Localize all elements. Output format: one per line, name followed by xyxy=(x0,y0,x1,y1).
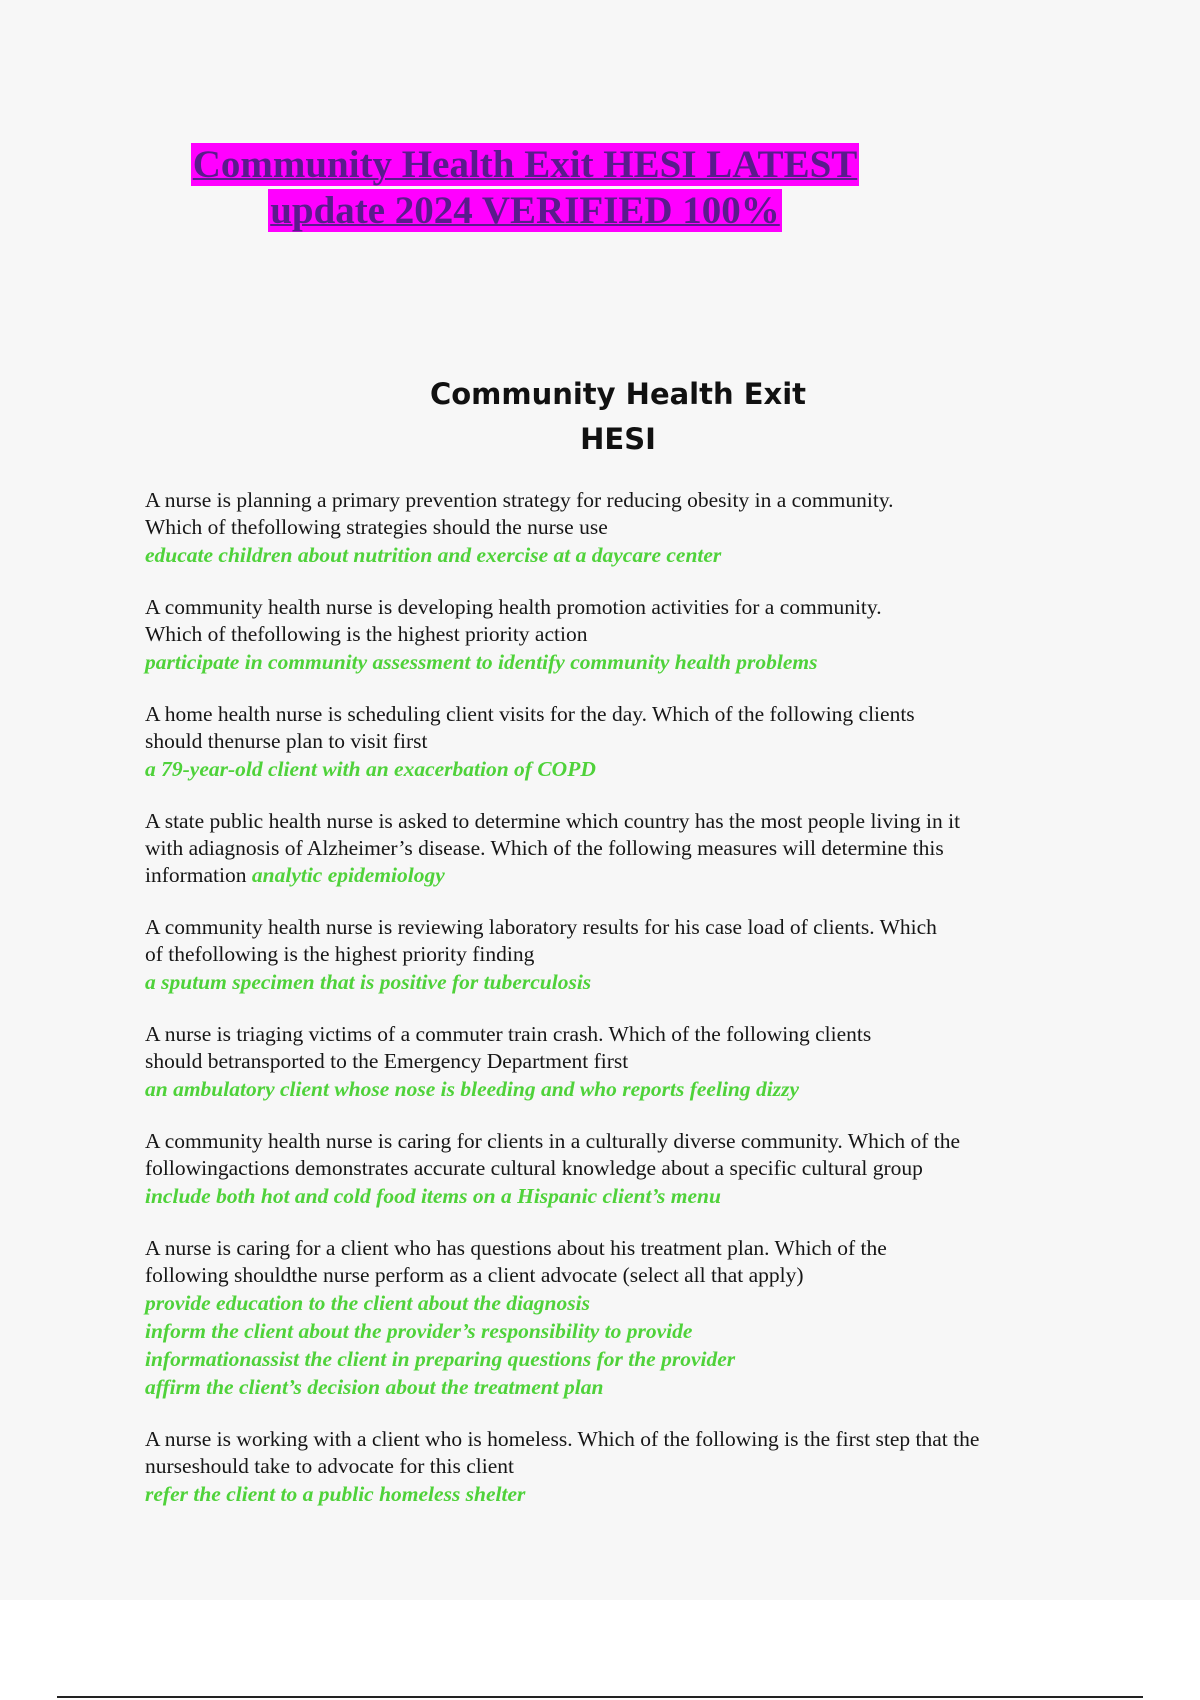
question-item-6 xyxy=(145,1021,1105,1103)
answer-text: provide education to the client about the diagnosis xyxy=(145,1291,590,1315)
document-title xyxy=(0,372,1200,462)
answer-text: participate in community assessment to identify community health problems xyxy=(145,650,818,674)
question-text: A home health nurse is scheduling client visits for the day. Which of the following clients xyxy=(145,702,915,726)
answer-text: analytic epidemiology xyxy=(251,863,445,887)
question-item-8 xyxy=(145,1235,1105,1401)
title-line-2: HESI xyxy=(580,422,656,456)
question-text: information xyxy=(145,863,247,887)
banner-line-2: update 2024 VERIFIED 100% xyxy=(270,189,780,232)
question-item-5 xyxy=(145,914,1105,996)
question-text: A nurse is caring for a client who has questions about his treatment plan. Which of the xyxy=(145,1236,887,1260)
answer-text: inform the client about the provider’s responsibility to provide xyxy=(145,1319,693,1343)
answer-text: refer the client to a public homeless shelter xyxy=(145,1482,526,1506)
question-item-7 xyxy=(145,1128,1105,1210)
answer-text: include both hot and cold food items on a Hispanic client’s menu xyxy=(145,1184,721,1208)
question-text: A community health nurse is developing health promotion activities for a community. xyxy=(145,595,882,619)
question-text: nurseshould take to advocate for this client xyxy=(145,1454,514,1478)
question-item-1 xyxy=(145,487,1105,569)
document-banner xyxy=(0,142,1050,234)
answer-text: affirm the client’s decision about the treatment plan xyxy=(145,1375,604,1399)
question-item-4 xyxy=(145,808,1105,889)
question-text: Which of thefollowing strategies should the nurse use xyxy=(145,515,608,539)
title-line-1: Community Health Exit xyxy=(429,377,807,411)
question-text: should betransported to the Emergency Department first xyxy=(145,1049,629,1073)
question-text: should thenurse plan to visit first xyxy=(145,729,428,753)
question-text: with adiagnosis of Alzheimer’s disease. Which of the following measures will determine this xyxy=(145,836,944,860)
question-text: A nurse is triaging victims of a commuter train crash. Which of the following clients xyxy=(145,1022,872,1046)
question-text: A community health nurse is reviewing laboratory results for his case load of clients. Which xyxy=(145,915,937,939)
question-item-3 xyxy=(145,701,1105,783)
question-text-with-answer xyxy=(145,862,1105,889)
answer-text: a 79-year-old client with an exacerbation of COPD xyxy=(145,757,596,781)
answer-text: educate children about nutrition and exercise at a daycare center xyxy=(145,543,722,567)
question-text: of thefollowing is the highest priority finding xyxy=(145,942,535,966)
question-text: A state public health nurse is asked to determine which country has the most people living in it xyxy=(145,809,961,833)
question-text: A nurse is planning a primary prevention strategy for reducing obesity in a community. xyxy=(145,488,894,512)
banner-line-1: Community Health Exit HESI LATEST xyxy=(192,143,858,186)
question-text: followingactions demonstrates accurate cultural knowledge about a specific cultural group xyxy=(145,1156,923,1180)
question-list xyxy=(145,487,1105,1533)
answer-text: a sputum specimen that is positive for tuberculosis xyxy=(145,970,592,994)
footer-divider xyxy=(57,1696,1143,1698)
question-text: A community health nurse is caring for clients in a culturally diverse community. Which of the xyxy=(145,1129,961,1153)
question-item-9 xyxy=(145,1426,1105,1508)
answer-text: informationassist the client in preparing questions for the provider xyxy=(145,1347,736,1371)
answer-text: an ambulatory client whose nose is bleeding and who reports feeling dizzy xyxy=(145,1077,800,1101)
question-text: Which of thefollowing is the highest priority action xyxy=(145,622,588,646)
question-text: A nurse is working with a client who is homeless. Which of the following is the first step that the xyxy=(145,1427,980,1451)
question-item-2 xyxy=(145,594,1105,676)
question-text: following shouldthe nurse perform as a client advocate (select all that apply) xyxy=(145,1263,804,1287)
